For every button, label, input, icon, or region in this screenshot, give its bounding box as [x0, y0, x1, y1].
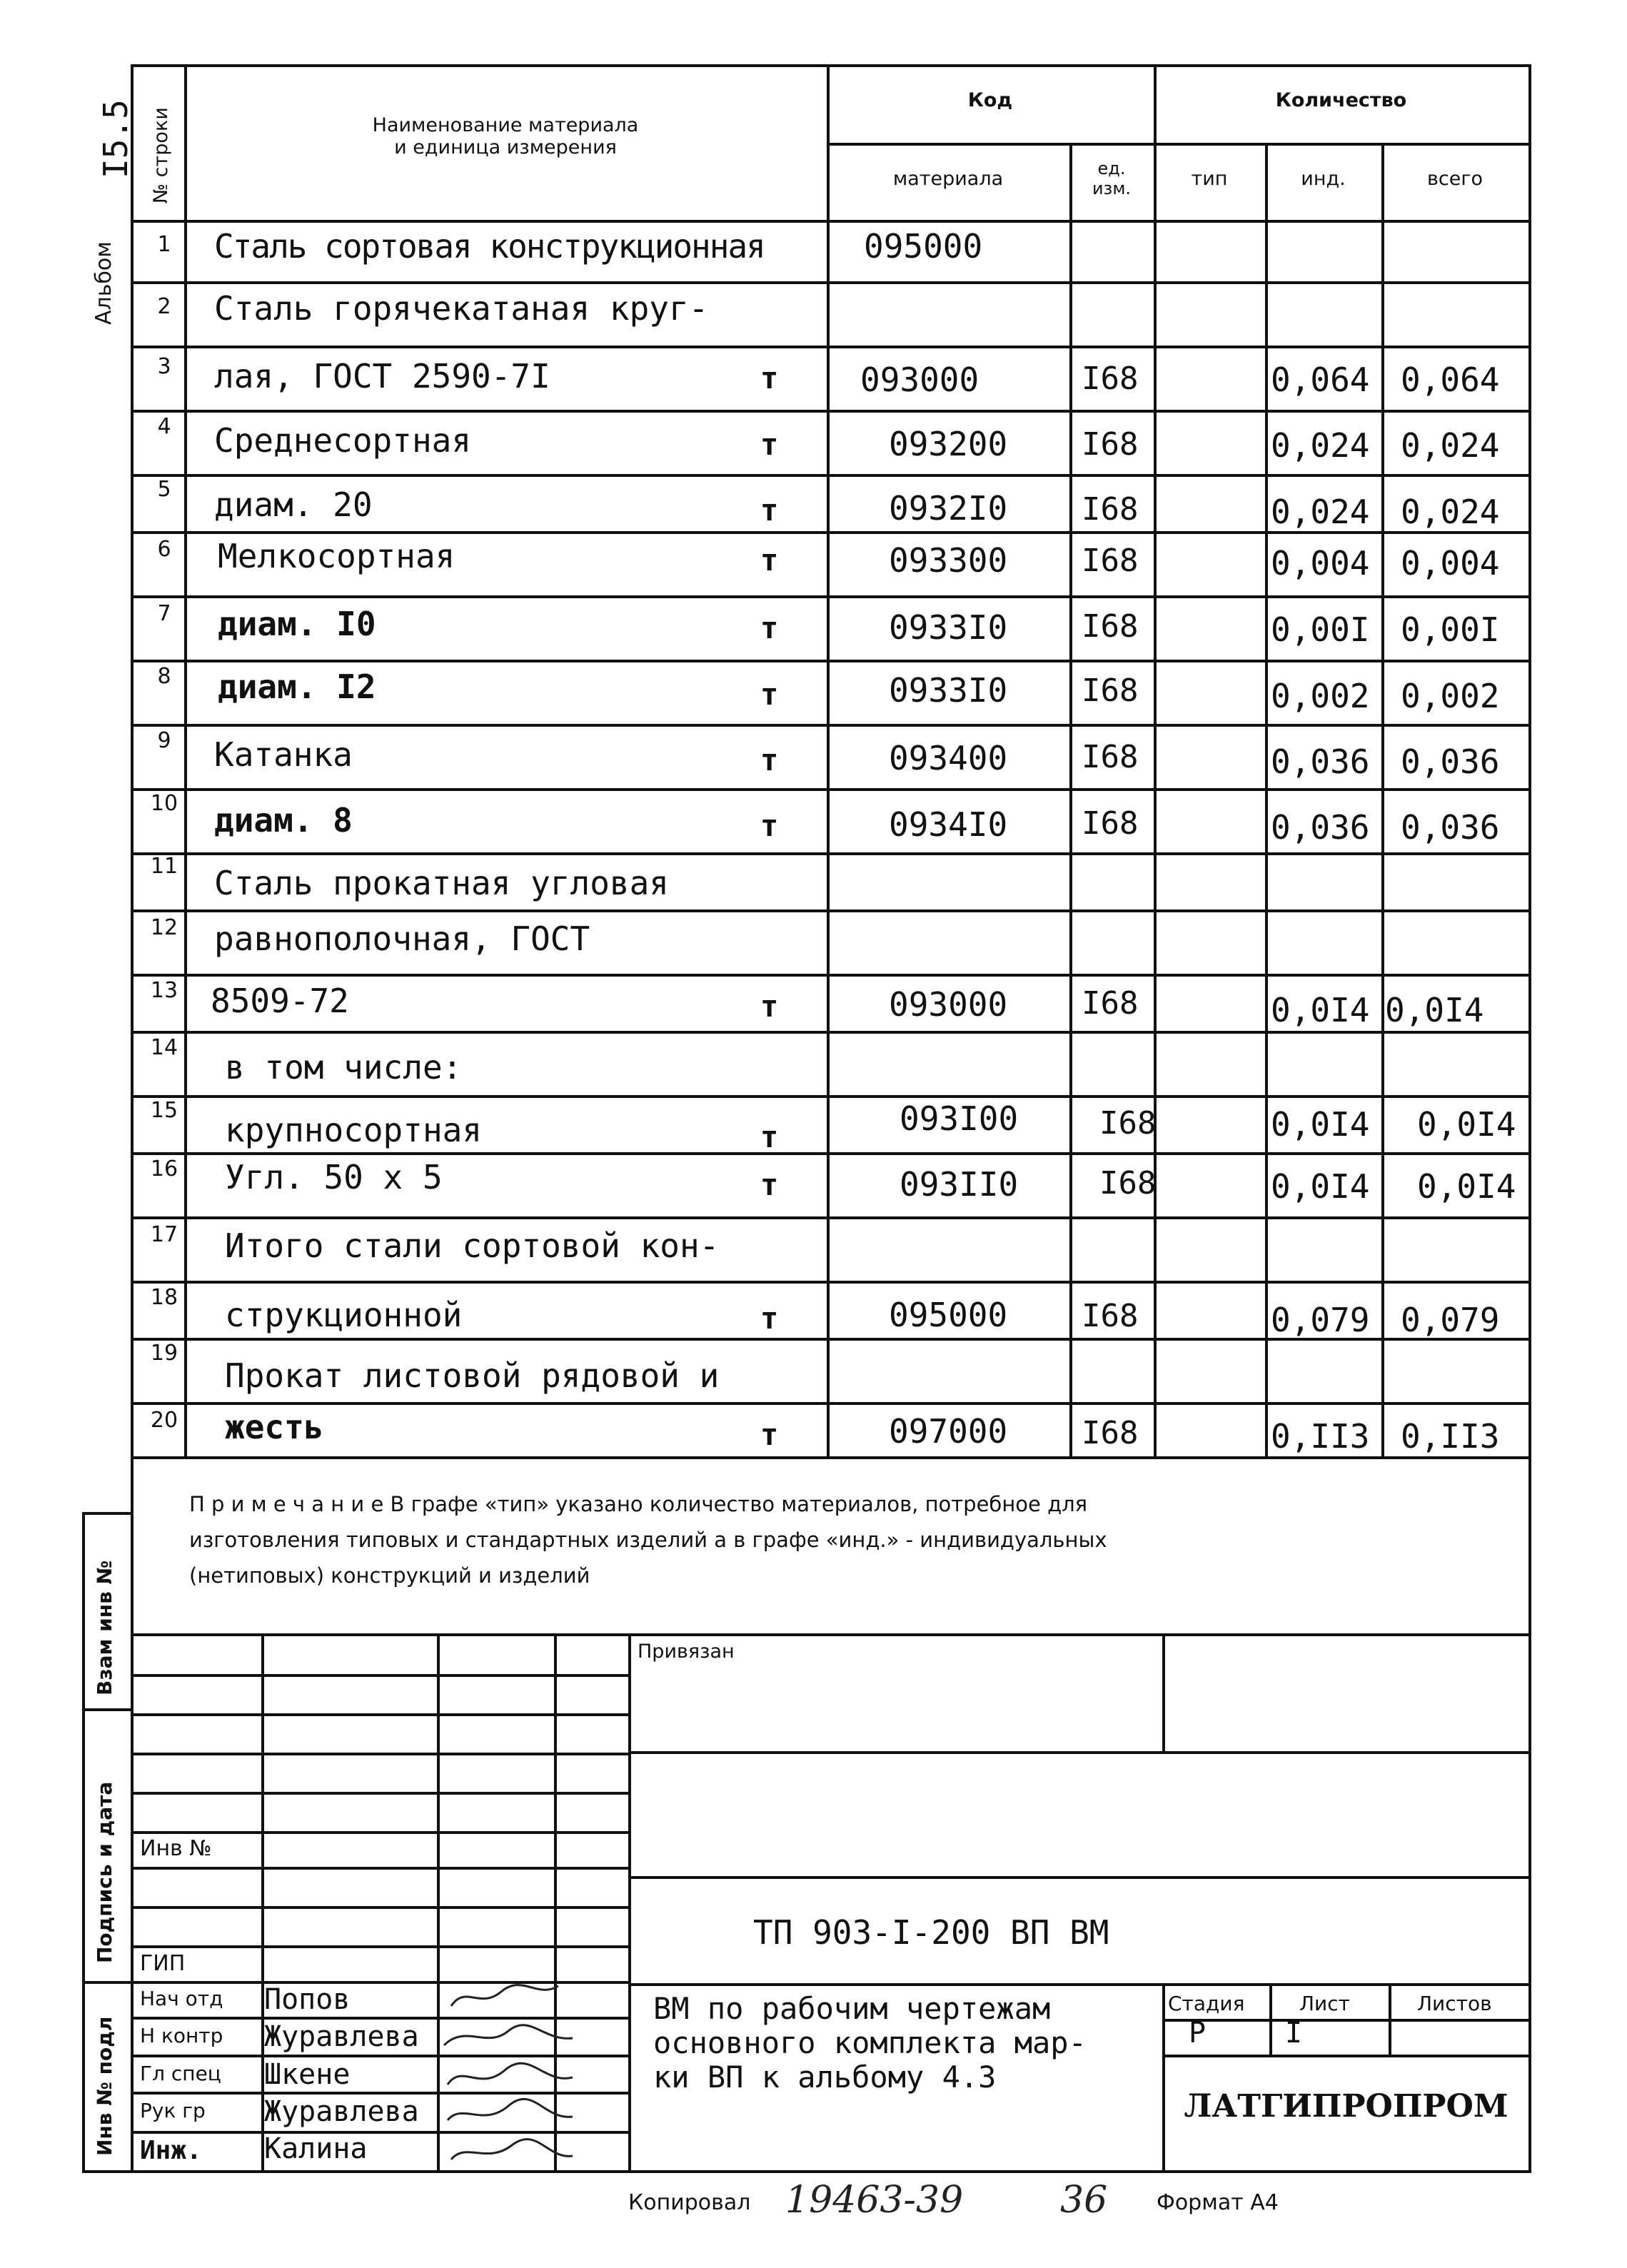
- unit-code: I68: [1082, 805, 1139, 842]
- qty-total: 0,024: [1401, 426, 1500, 465]
- material-name: Итого стали сортовой кон-: [225, 1226, 720, 1265]
- note-line3: (нетиповых) конструкций и изделий: [189, 1563, 590, 1588]
- role-label: Инж.: [140, 2136, 202, 2165]
- page-number: 36: [1060, 2179, 1108, 2222]
- unit: т: [760, 427, 779, 462]
- note-line1: П р и м е ч а н и е В графе «тип» указано количество материалов, потребное для: [189, 1492, 1088, 1516]
- unit: т: [760, 1119, 779, 1154]
- material-code: 095000: [864, 227, 983, 266]
- qty-total: 0,064: [1401, 361, 1500, 399]
- qty-total: 0,002: [1401, 677, 1500, 715]
- qty-ind: 0,079: [1271, 1301, 1370, 1339]
- qty-ind: 0,036: [1271, 742, 1370, 781]
- row-number: 6: [157, 537, 171, 562]
- row-number: 7: [157, 601, 171, 626]
- material-name: диам. I2: [218, 667, 376, 706]
- qty-total: 0,II3: [1401, 1417, 1500, 1456]
- album-label: [91, 241, 116, 325]
- row-number: 2: [157, 294, 171, 319]
- qty-ind: 0,002: [1271, 677, 1370, 715]
- signature-stroke: [444, 2025, 573, 2045]
- order-number: 19463-39: [785, 2179, 964, 2222]
- row-number: 10: [150, 791, 178, 816]
- person-name: Журавлева: [264, 2095, 419, 2128]
- material-code: 097000: [889, 1412, 1008, 1451]
- document-title-line2: основного комплекта мар-: [653, 2025, 1087, 2060]
- qty-total: 0,0I4: [1417, 1105, 1516, 1144]
- header-material: материала: [892, 168, 1004, 190]
- material-code: 093200: [889, 425, 1008, 463]
- qty-total: 0,0I4: [1385, 991, 1484, 1029]
- unit: т: [760, 989, 779, 1024]
- signatures: [437, 1977, 580, 2170]
- qty-total: 0,004: [1401, 544, 1500, 583]
- gip-label: ГИП: [140, 1951, 186, 1976]
- material-code: 093000: [860, 361, 979, 399]
- material-name: диам. 20: [214, 485, 373, 524]
- material-name: струкционной: [225, 1296, 463, 1334]
- row-number: 11: [150, 854, 178, 879]
- qty-ind: 0,II3: [1271, 1417, 1370, 1456]
- header-unit-line2: изм.: [1092, 178, 1132, 198]
- note-line2: изготовления типовых и стандартных изделий а в графе «инд.» - индивидуальных: [189, 1528, 1107, 1552]
- side-vzam-text: Взам инв №: [93, 1560, 116, 1695]
- material-code: 093300: [889, 541, 1008, 580]
- side-podpis: [93, 1782, 116, 1963]
- material-name: 8509-72: [211, 982, 349, 1020]
- unit: т: [760, 493, 779, 528]
- signature-stroke: [448, 2063, 573, 2085]
- unit: т: [760, 610, 779, 645]
- signature-stroke: [451, 1985, 558, 2006]
- material-name: Сталь прокатная угловая: [214, 864, 669, 902]
- unit-code: I68: [1082, 361, 1139, 397]
- qty-total: 0,036: [1401, 742, 1500, 781]
- material-name: диам. I0: [218, 605, 376, 643]
- album-word: Альбом: [91, 241, 116, 325]
- unit: т: [760, 361, 779, 395]
- unit: т: [760, 543, 779, 578]
- qty-ind: 0,0I4: [1271, 1105, 1370, 1144]
- side-vzam-inv: [93, 1561, 116, 1695]
- unit-code: I68: [1082, 426, 1139, 463]
- person-name: Попов: [264, 1983, 351, 2016]
- side-inv-podl-text: Инв № подл: [93, 2016, 116, 2156]
- row-number: 14: [150, 1035, 178, 1060]
- header-name: [184, 114, 827, 158]
- qty-ind: 0,0I4: [1271, 1167, 1370, 1206]
- document-title-line3: ки ВП к альбому 4.3: [653, 2060, 997, 2095]
- unit-code: I68: [1082, 985, 1139, 1022]
- person-name: Журавлева: [264, 2020, 419, 2053]
- album-number-text: I5.5: [96, 99, 135, 178]
- row-number: 18: [150, 1285, 178, 1310]
- qty-total: 0,00I: [1401, 610, 1500, 649]
- role-label: Гл спец: [140, 2062, 221, 2085]
- material-name: Катанка: [214, 735, 353, 774]
- material-code: 0933I0: [889, 608, 1008, 647]
- material-name: Мелкосортная: [218, 537, 455, 575]
- row-number: 9: [157, 728, 171, 753]
- unit-code: I68: [1099, 1165, 1157, 1201]
- copied-label: Копировал: [628, 2190, 751, 2215]
- header-quantity: Количество: [1275, 89, 1407, 111]
- sheet-label: Лист: [1299, 1992, 1350, 2015]
- unit-code: I68: [1082, 491, 1139, 528]
- document-title-line1: ВМ по рабочим чертежам: [653, 1991, 1051, 2026]
- inv-no-label: Инв №: [140, 1836, 212, 1861]
- row-number: 19: [150, 1341, 178, 1366]
- material-code: 0932I0: [889, 489, 1008, 528]
- header-unit-line1: ед.: [1097, 158, 1126, 178]
- unit: т: [760, 1167, 779, 1202]
- material-name: Угл. 50 х 5: [225, 1158, 443, 1196]
- unit-code: I68: [1082, 739, 1139, 775]
- sheets-label: Листов: [1417, 1992, 1492, 2015]
- unit: т: [760, 677, 779, 712]
- material-code: 093I00: [900, 1099, 1019, 1138]
- side-podpis-text: Подпись и дата: [93, 1781, 116, 1963]
- qty-ind: 0,004: [1271, 544, 1370, 583]
- unit: т: [760, 1301, 779, 1336]
- material-code: 0933I0: [889, 671, 1008, 710]
- role-label: Рук гр: [140, 2099, 206, 2122]
- privyazan-label: Привязан: [638, 1640, 735, 1663]
- material-name: лая, ГОСТ 2590-7I: [214, 357, 550, 395]
- header-row-number-text: № строки: [150, 107, 172, 203]
- row-number: 16: [150, 1156, 178, 1181]
- material-name: крупносортная: [225, 1111, 483, 1149]
- header-code: Код: [967, 89, 1013, 111]
- unit-code: I68: [1082, 1298, 1139, 1334]
- row-number: 15: [150, 1098, 178, 1123]
- signature-stroke: [448, 2099, 573, 2120]
- qty-ind: 0,024: [1271, 493, 1370, 531]
- format-label: Формат А4: [1157, 2190, 1279, 2215]
- role-label: Н контр: [140, 2024, 223, 2047]
- note: [189, 1486, 1107, 1593]
- qty-ind: 0,036: [1271, 808, 1370, 847]
- album-number: [96, 99, 135, 178]
- qty-total: 0,0I4: [1417, 1167, 1516, 1206]
- header-total: всего: [1426, 168, 1484, 190]
- person-name: Шкене: [264, 2058, 351, 2091]
- material-name: равнополочная, ГОСТ: [214, 919, 590, 958]
- unit: т: [760, 742, 779, 777]
- material-name: Среднесортная: [214, 421, 472, 460]
- unit: т: [760, 808, 779, 843]
- row-number: 8: [157, 664, 171, 689]
- qty-ind: 0,064: [1271, 361, 1370, 399]
- material-name: Сталь сортовая конструкционная: [214, 227, 765, 266]
- material-name: Прокат листовой рядовой и: [225, 1356, 720, 1395]
- role-label: Нач отд: [140, 1987, 223, 2010]
- qty-ind: 0,024: [1271, 426, 1370, 465]
- unit-code: I68: [1082, 672, 1139, 709]
- unit-code: I68: [1082, 1415, 1139, 1451]
- stage-value: Р: [1189, 2017, 1207, 2050]
- material-code: 093000: [889, 985, 1008, 1024]
- qty-total: 0,036: [1401, 808, 1500, 847]
- document-title: [653, 1992, 1087, 2095]
- document-code: ТП 903-I-200 ВП ВМ: [753, 1913, 1109, 1952]
- header-name-line1: Наименование материала: [372, 114, 639, 136]
- stage-label: Стадия: [1168, 1992, 1245, 2015]
- header-typ: тип: [1191, 168, 1228, 190]
- row-number: 4: [157, 414, 171, 439]
- unit-code: I68: [1082, 608, 1139, 645]
- header-row-number: [150, 107, 172, 203]
- qty-ind: 0,00I: [1271, 610, 1370, 649]
- signature-stroke: [451, 2140, 573, 2159]
- material-name: диам. 8: [214, 801, 353, 840]
- header-name-line2: и единица измерения: [394, 136, 617, 158]
- unit-code: I68: [1099, 1105, 1157, 1141]
- qty-total: 0,079: [1401, 1301, 1500, 1339]
- organization: ЛАТГИПРОПРОМ: [1184, 2088, 1508, 2125]
- material-code: 095000: [889, 1296, 1008, 1334]
- material-name: жесть: [225, 1408, 324, 1446]
- qty-total: 0,024: [1401, 493, 1500, 531]
- material-name: в том числе:: [225, 1048, 463, 1087]
- unit: т: [760, 1417, 779, 1452]
- header-ind: инд.: [1301, 168, 1346, 190]
- material-code: 0934I0: [889, 805, 1008, 844]
- row-number: 5: [157, 477, 171, 502]
- qty-ind: 0,0I4: [1271, 991, 1370, 1029]
- row-number: 20: [150, 1408, 178, 1433]
- person-name: Калина: [264, 2132, 368, 2165]
- sheet-value: I: [1285, 2017, 1303, 2050]
- side-inv-podl: [93, 2017, 116, 2156]
- header-unit: [1069, 158, 1154, 198]
- row-number: 3: [157, 354, 171, 379]
- row-number: 13: [150, 978, 178, 1003]
- row-number: 12: [150, 915, 178, 940]
- row-number: 1: [157, 232, 171, 257]
- unit-code: I68: [1082, 543, 1139, 579]
- row-number: 17: [150, 1222, 178, 1247]
- material-name: Сталь горячекатаная круг-: [214, 289, 709, 328]
- material-code: 093II0: [900, 1165, 1019, 1204]
- material-code: 093400: [889, 739, 1008, 777]
